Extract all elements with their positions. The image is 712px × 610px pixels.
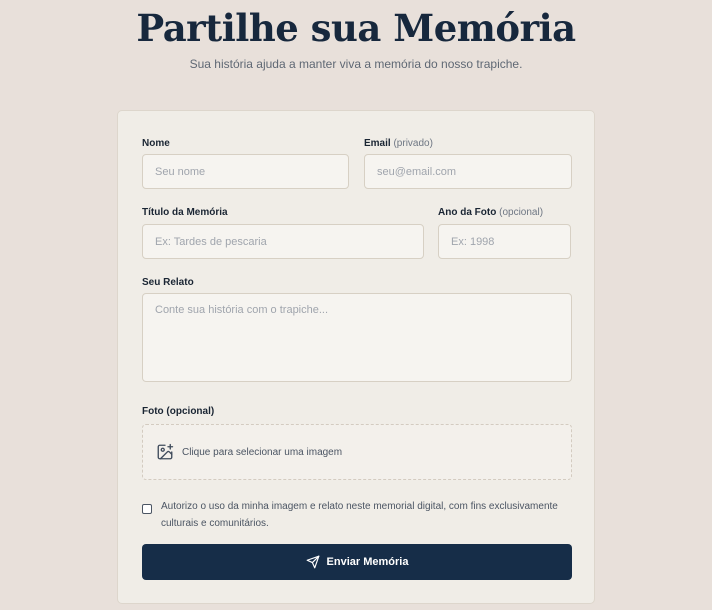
memory-title-label-text: Título da Memória <box>142 207 228 218</box>
photo-year-label <box>438 207 543 218</box>
photo-year-input[interactable] <box>438 224 571 259</box>
email-label-text: Email <box>364 138 391 149</box>
memory-title-input[interactable] <box>142 224 424 259</box>
photo-year-label-text: Ano da Foto <box>438 207 497 218</box>
memory-title-label <box>142 207 228 218</box>
story-label-text: Seu Relato <box>142 277 194 288</box>
name-placeholder: Seu nome <box>155 165 206 178</box>
email-placeholder: seu@email.com <box>377 165 457 178</box>
photo-year-label-note: (opcional) <box>499 207 544 218</box>
memory-form-card <box>117 110 595 604</box>
image-plus-icon <box>156 443 174 461</box>
email-input[interactable] <box>364 154 572 189</box>
consent-row <box>142 501 561 532</box>
memory-title-placeholder: Ex: Tardes de pescaria <box>155 235 267 248</box>
consent-text: Autorizo o uso da minha imagem e relato neste memorial digital, com fins exclusivamente culturais e comunitários. <box>161 501 558 529</box>
send-icon <box>306 555 320 569</box>
name-label <box>142 138 170 149</box>
email-label <box>364 138 433 149</box>
story-textarea[interactable] <box>142 293 572 382</box>
submit-button[interactable] <box>142 544 572 580</box>
story-label <box>142 277 194 288</box>
submit-label: Enviar Memória <box>326 556 409 568</box>
dropzone-text: Clique para selecionar uma imagem <box>182 446 343 458</box>
consent-checkbox[interactable] <box>142 504 152 514</box>
email-label-note: (privado) <box>393 138 433 149</box>
name-input[interactable] <box>142 154 349 189</box>
page-subtitle: Sua história ajuda a manter viva a memória do nosso trapiche. <box>189 57 523 71</box>
photo-year-placeholder: Ex: 1998 <box>451 235 495 248</box>
name-label-text: Nome <box>142 138 170 149</box>
photo-dropzone[interactable] <box>142 424 572 480</box>
photo-label <box>142 406 214 417</box>
story-placeholder: Conte sua história com o trapiche... <box>155 304 329 316</box>
photo-label-text: Foto (opcional) <box>142 406 215 417</box>
page-title: Partilhe sua Memória <box>136 6 576 50</box>
